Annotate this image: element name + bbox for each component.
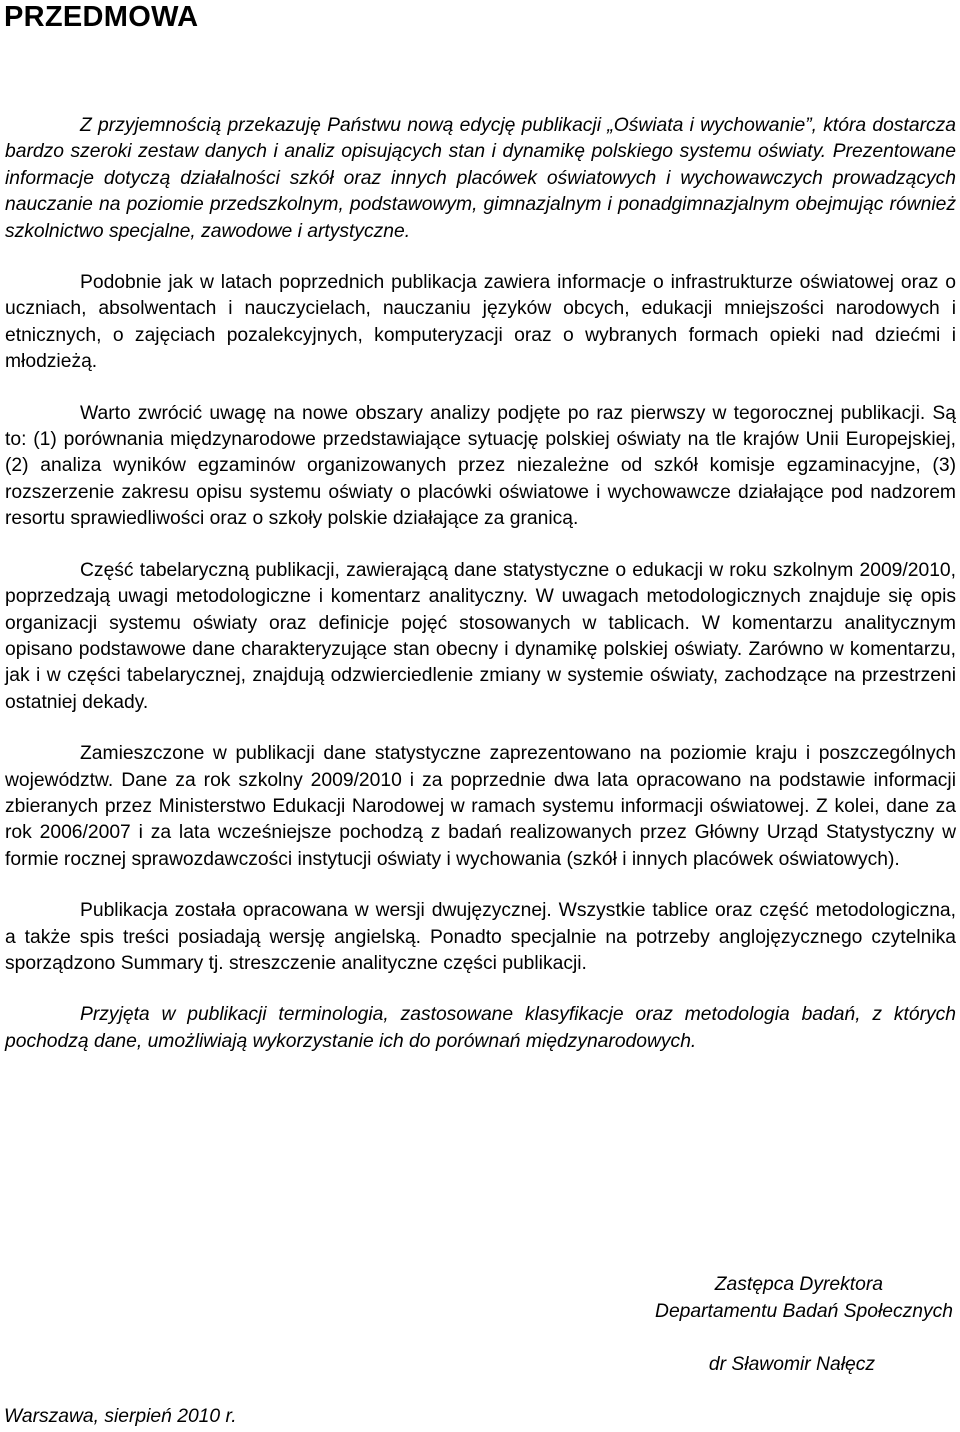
paragraph-3: Warto zwrócić uwagę na nowe obszary analizy podjęte po raz pierwszy w tegorocznej publikacji. Są to: (1) porównania międzynarodowe przedstawiające sytuację polskiej oświaty na tle krajów Unii Europejskiej, (2) analiza wyników egzaminów organizowanych przez niezależne od szkół komisje egzaminacyjne, (3) rozszerzenie zakresu opisu systemu oświaty o placówki oświatowe i wychowawcze działające pod nadzorem resortu sprawiedliwości oraz o szkoły polskie działające za granicą. [5,402,956,530]
preface-body [5,113,956,1080]
place-and-date: Warszawa, sierpień 2010 r. [4,1406,237,1427]
signature-name: dr Sławomir Nałęcz [708,1354,875,1375]
paragraph-4: Część tabelaryczną publikacji, zawierającą dane statystyczne o edukacji w roku szkolnym 2009/2010, poprzedzają uwagi metodologiczne i komentarz analityczny. W uwagach metodologicznych znajduje się opis organizacji systemu oświaty oraz definicje pojęć stosowanych w tablicach. W komentarzu analitycznym opisano podstawowe dane charakteryzujące stan obecny i dynamikę polskiej oświaty. Zarówno w komentarzu, jak i w części tabelarycznej, znajdują odzwierciedlenie zmiany w systemie oświaty, zachodzące na przestrzeni ostatniej dekady. [5,559,956,713]
signature-role: Zastępca Dyrektora [714,1274,883,1295]
paragraph-2: Podobnie jak w latach poprzednich publikacja zawiera informacje o infrastrukturze oświatowej oraz o uczniach, absolwentach i nauczycielach, nauczaniu języków obcych, edukacji mniejszości narodowych i etnicznych, o zajęciach pozalekcyjnych, komputeryzacji oraz o wybranych formach opieki nad dziećmi i młodzieżą. [5,272,956,373]
paragraph-5: Zamieszczone w publikacji dane statystyczne zaprezentowano na poziomie kraju i poszczególnych województw. Dane za rok szkolny 2009/2010 i za poprzednie dwa lata opracowano na podstawie informacji zbieranych przez Ministerstwo Edukacji Narodowej w ramach systemu informacji oświatowej. Z kolei, dane za rok 2006/2007 i za lata wcześniejsze pochodzą z badań realizowanych przez Główny Urząd Statystyczny w formie rocznej sprawozdawczości instytucji oświaty i wychowania (szkół i innych placówek oświatowych). [5,743,956,870]
paragraph-7: Przyjęta w publikacji terminologia, zastosowane klasyfikacje oraz metodologia badań, z których pochodzą dane, umożliwiają wykorzystanie ich do porównań międzynarodowych. [5,1004,956,1052]
paragraph-1: Z przyjemnością przekazuję Państwu nową edycję publikacji „Oświata i wychowanie”, która dostarcza bardzo szeroki zestaw danych i analiz opisujących stan i dynamikę polskiego systemu oświaty. Prezentowane informacje dotyczą działalności szkół oraz innych placówek oświatowych i wychowawczych prowadzących nauczanie na poziomie przedszkolnym, podstawowym, gimnazjalnym i ponadgimnazjalnym obejmując również szkolnictwo specjalne, zawodowe i artystyczne. [5,115,956,242]
page-title: PRZEDMOWA [4,1,199,33]
paragraph-6: Publikacja została opracowana w wersji dwujęzycznej. Wszystkie tablice oraz część metodologiczna, a także spis treści posiadają wersję angielską. Ponadto specjalnie na potrzeby anglojęzycznego czytelnika sporządzono Summary tj. streszczenie analityczne części publikacji. [5,900,956,974]
signature-department: Departamentu Badań Społecznych [655,1300,953,1322]
signature-block [553,1272,953,1379]
